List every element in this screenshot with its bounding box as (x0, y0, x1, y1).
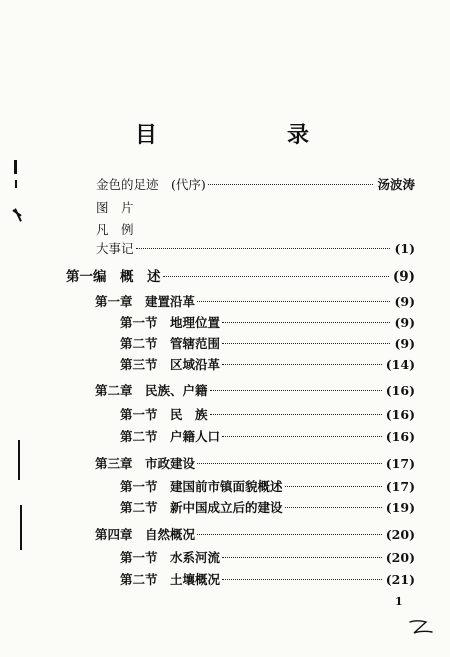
toc-entry (96, 199, 415, 217)
toc-page: (16) (385, 383, 415, 398)
toc-page: (9) (394, 315, 415, 330)
toc-page: (9) (392, 269, 415, 285)
toc-entry (120, 549, 415, 567)
toc-entry (120, 571, 415, 589)
leader-dots (197, 534, 382, 535)
toc-page: (17) (385, 456, 415, 471)
leader-dots (210, 390, 382, 391)
leader-dots (222, 557, 382, 558)
leader-dots (136, 248, 391, 249)
toc-label: 大事记 (96, 241, 134, 256)
scan-mark (14, 160, 17, 174)
toc-label: 第一节 建国前市镇面貌概述 (120, 479, 283, 494)
toc-label: 第二节 管辖范围 (120, 336, 221, 351)
scan-mark (18, 440, 20, 480)
leader-dots (222, 322, 390, 323)
leader-dots (222, 364, 382, 365)
toc-entry (95, 382, 415, 400)
toc-entry (95, 455, 415, 473)
toc-entry (120, 356, 415, 374)
toc-label: 金色的足迹 (代序) (96, 177, 206, 192)
toc-label: 第一节 地理位置 (120, 315, 221, 330)
leader-dots (222, 343, 390, 344)
leader-dots (222, 579, 382, 580)
toc-label: 第二节 新中国成立后的建设 (120, 500, 283, 515)
toc-entry (96, 240, 415, 258)
leader-dots (210, 414, 382, 415)
toc-label: 第一章 建置沿革 (95, 294, 196, 309)
toc-label: 第二节 户籍人口 (120, 429, 221, 444)
toc-label: 第三章 市政建设 (95, 456, 196, 471)
toc-entry (120, 499, 415, 517)
toc-entry (120, 314, 415, 332)
scan-mark (15, 180, 17, 188)
toc-page: (1) (394, 241, 415, 256)
leader-dots (197, 301, 390, 302)
toc-page: (17) (385, 479, 415, 494)
toc-label: 第一编 概 述 (66, 269, 161, 285)
leader-dots (197, 463, 382, 464)
toc-label: 第二章 民族、户籍 (95, 383, 208, 398)
toc-page: (16) (385, 429, 415, 444)
toc-label: 第一节 水系河流 (120, 550, 221, 565)
leader-dots (208, 184, 374, 185)
toc-entry (96, 176, 415, 194)
toc-entry (95, 526, 415, 544)
toc-label: 图 片 (96, 200, 134, 215)
toc-page: (19) (385, 500, 415, 515)
toc-label: 凡 例 (96, 222, 134, 237)
leader-dots (285, 486, 382, 487)
toc-label: 第二节 土壤概况 (120, 572, 221, 587)
toc-page: (14) (385, 357, 415, 372)
leader-dots (285, 507, 382, 508)
toc-entry (95, 293, 415, 311)
toc-label: 第一节 民 族 (120, 407, 208, 422)
toc-page: 汤波涛 (377, 177, 415, 192)
toc-page: (21) (385, 572, 415, 587)
handwritten-mark (406, 618, 436, 638)
page-title: 目 录 (134, 122, 363, 148)
toc-page: (9) (394, 294, 415, 309)
toc-page: (16) (385, 407, 415, 422)
toc-entry (120, 478, 415, 496)
toc-entry (120, 428, 415, 446)
leader-dots (222, 436, 382, 437)
toc-entry (120, 335, 415, 353)
toc-entry (96, 221, 415, 239)
toc-page: (20) (385, 527, 415, 542)
toc-page: (20) (385, 550, 415, 565)
toc-label: 第三节 区域沿革 (120, 357, 221, 372)
toc-entry (66, 268, 415, 286)
scan-mark (20, 505, 22, 550)
toc-page: (9) (394, 336, 415, 351)
toc-entry (120, 406, 415, 424)
leader-dots (163, 276, 389, 277)
page-number: 1 (395, 595, 403, 608)
toc-label: 第四章 自然概况 (95, 527, 196, 542)
